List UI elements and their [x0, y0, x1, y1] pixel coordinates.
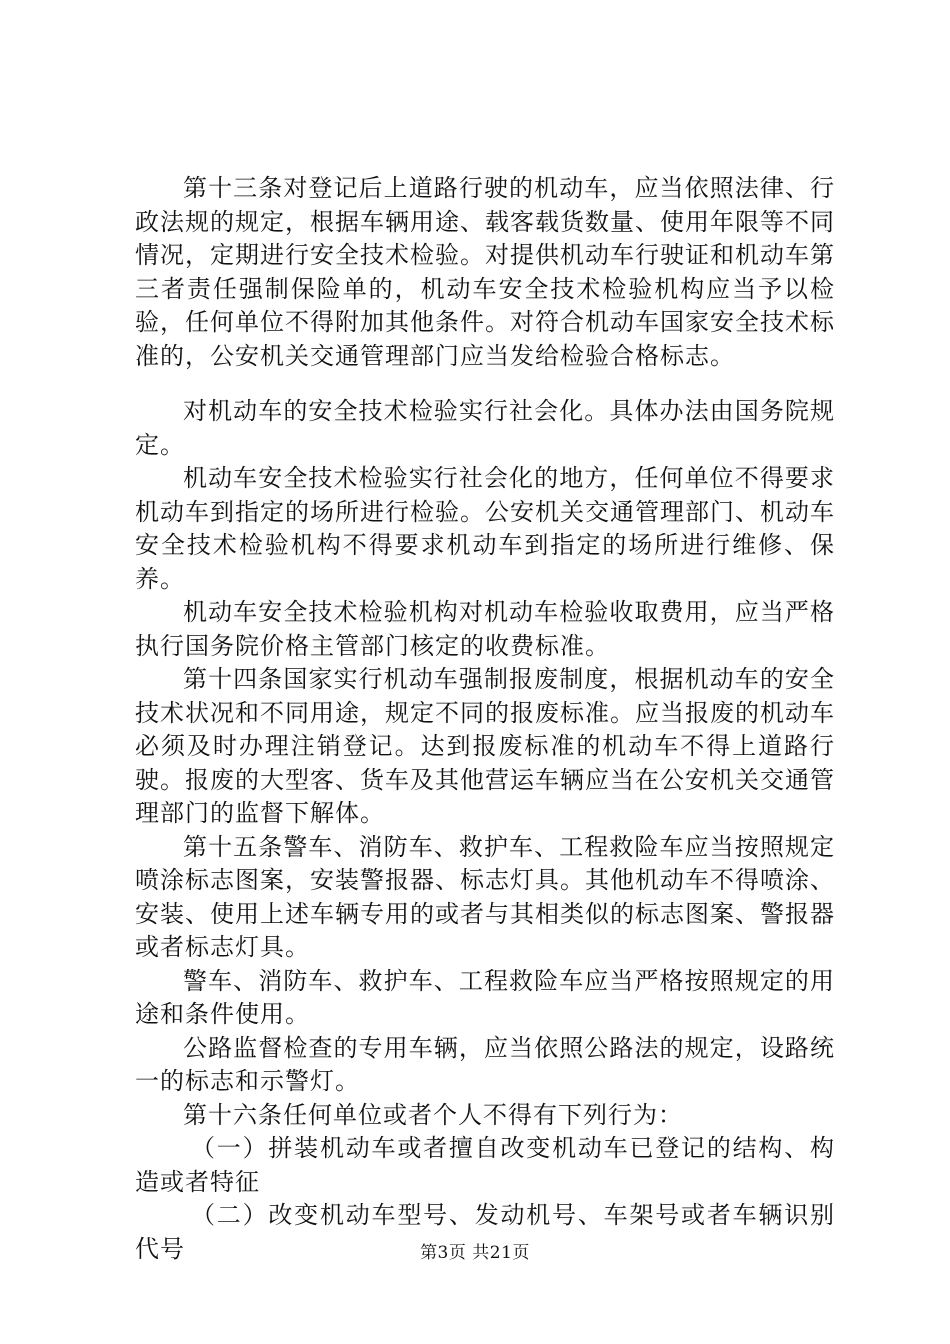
paragraph-special-vehicle-use: 警车、消防车、救护车、工程救险车应当严格按照规定的用途和条件使用。 [135, 966, 835, 1028]
paragraph-no-designated-place: 机动车安全技术检验实行社会化的地方，任何单位不得要求机动车到指定的场所进行检验。公安机关交通管理部门、机动车安全技术检验机构不得要求机动车到指定的场所进行维修、保养。 [135, 464, 835, 593]
list-item-2: （二）改变机动车型号、发动机号、车架号或者车辆识别代号 [135, 1201, 835, 1263]
paragraph-inspection-fees: 机动车安全技术检验机构对机动车检验收取费用，应当严格执行国务院价格主管部门核定的收费标准。 [135, 598, 835, 660]
paragraph-article-15: 第十五条警车、消防车、救护车、工程救险车应当按照规定喷涂标志图案，安装警报器、标志灯具。其他机动车不得喷涂、安装、使用上述车辆专用的或者与其相类似的标志图案、警报器或者标志灯具。 [135, 832, 835, 961]
page-total: 共21页 [472, 1243, 530, 1263]
paragraph-article-13: 第十三条对登记后上道路行驶的机动车，应当依照法律、行政法规的规定，根据车辆用途、载客载货数量、使用年限等不同情况，定期进行安全技术检验。对提供机动车行驶证和机动车第三者责任强制保险单的，机动车安全技术检验机构应当予以检验，任何单位不得附加其他条件。对符合机动车国家安全技术标准的，公安机关交通管理部门应当发给检验合格标志。 [135, 174, 835, 370]
paragraph-article-16: 第十六条任何单位或者个人不得有下列行为： [183, 1100, 683, 1129]
paragraph-highway-inspection-vehicles: 公路监督检查的专用车辆，应当依照公路法的规定，设路统一的标志和示警灯。 [135, 1033, 835, 1095]
page-footer [0, 1242, 950, 1264]
document-body [135, 172, 835, 1266]
paragraph-inspection-socialized: 对机动车的安全技术检验实行社会化。具体办法由国务院规定。 [135, 397, 835, 459]
page-number: 第3页 [420, 1243, 467, 1263]
paragraph-article-14: 第十四条国家实行机动车强制报废制度，根据机动车的安全技术状况和不同用途，规定不同的报废标准。应当报废的机动车必须及时办理注销登记。达到报废标准的机动车不得上道路行驶。报废的大型客、货车及其他营运车辆应当在公安机关交通管理部门的监督下解体。 [135, 665, 835, 827]
list-item-1: （一）拼装机动车或者擅自改变机动车已登记的结构、构造或者特征 [135, 1134, 835, 1196]
